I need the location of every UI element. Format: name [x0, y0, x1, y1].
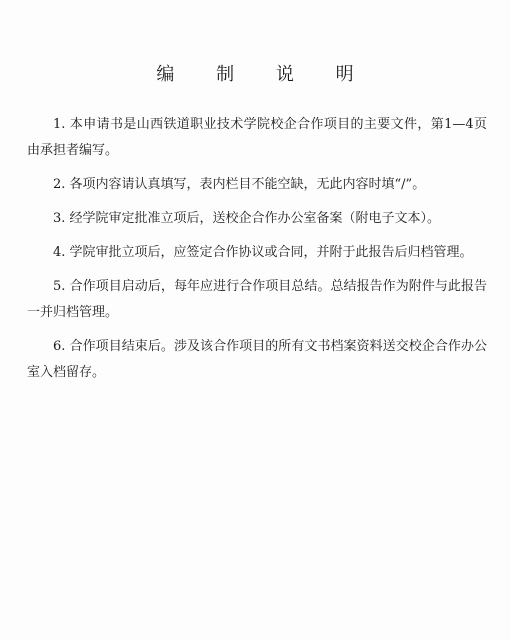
instructions-list [27, 112, 487, 386]
instruction-item-2: 2. 各项内容请认真填写，表内栏目不能空缺，无此内容时填“/”。 [53, 177, 426, 192]
instruction-item-6: 6. 合作项目结束后。涉及该合作项目的所有文书档案资料送交校企合作办公室入档留存。 [27, 339, 487, 380]
document-title: 编 制 说 明 [156, 64, 372, 85]
instruction-item-4: 4. 学院审批立项后，应签定合作协议或合同，并附于此报告后归档管理。 [53, 245, 473, 260]
instruction-item-1: 1. 本申请书是山西铁道职业技术学院校企合作项目的主要文件，第1—4页由承担者编写。 [27, 117, 487, 158]
instruction-item-3: 3. 经学院审定批准立项后，送校企合作办公室备案（附电子文本）。 [53, 211, 441, 226]
instruction-item-5: 5. 合作项目启动后，每年应进行合作项目总结。总结报告作为附件与此报告一并归档管理。 [27, 279, 487, 320]
